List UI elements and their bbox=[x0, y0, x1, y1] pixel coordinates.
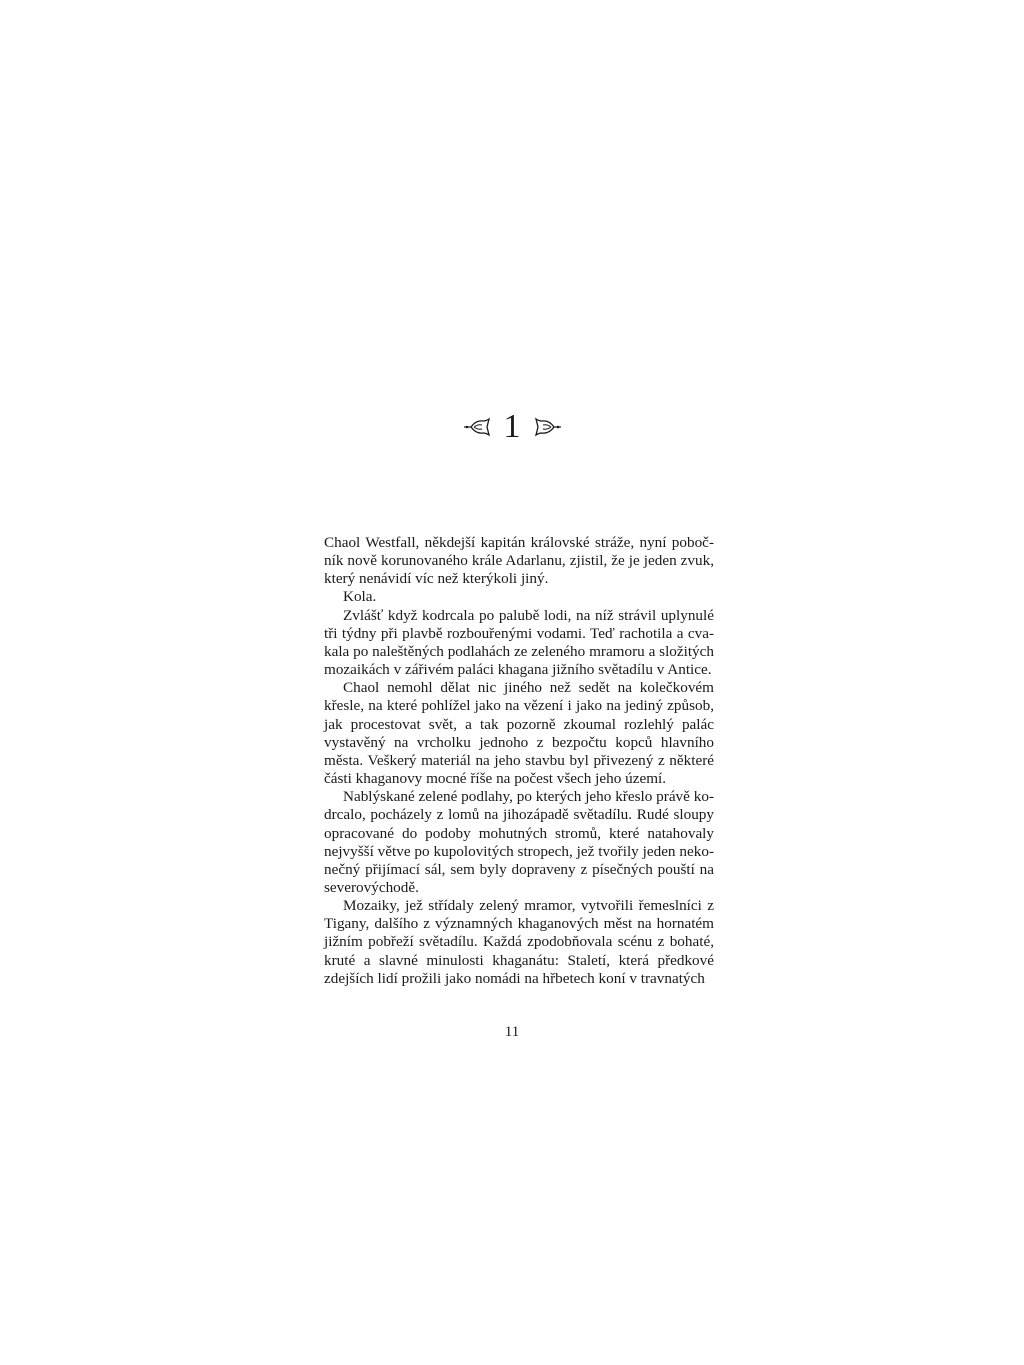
ornament-right-icon bbox=[533, 416, 563, 438]
chapter-number: 1 bbox=[503, 408, 521, 445]
chapter-body bbox=[324, 534, 714, 988]
paragraph-4: Chaol nemohl dělat nic jiného než sedět na kolečkovém křesle, na které pohlížel jako na vězení i jako na jediný způsob, jak procestovat svět, a tak pozorně zkoumal rozlehlý palác vystavěný na vrcholku jednoho z bezpočtu kopců hlavního města. Veškerý materiál na jeho stavbu byl přivezený z některé části khaganovy mocné říše na počest všech jeho území. bbox=[324, 679, 714, 788]
chapter-heading bbox=[0, 402, 1024, 452]
paragraph-5: Nablýskané zelené podlahy, po kterých jeho křeslo právě kodrcalo, pocházely z lomů na jihozápadě světadílu. Rudé sloupy opracované do podoby mohutných stromů, které natahovaly nejvyšší větve po kupolovitých stropech, jež tvořily jeden nekonečný přijímací sál, sem byly dopraveny z písečných pouští na severovýchodě. bbox=[324, 788, 714, 896]
ornament-left-icon bbox=[462, 416, 492, 438]
page-number: 11 bbox=[504, 1024, 520, 1040]
paragraph-2: Kola. bbox=[343, 588, 377, 606]
paragraph-3: Zvlášť když kodrcala po palubě lodi, na níž strávil uplynulé tři týdny při plavbě rozbouřenými vodami. Teď rachotila a cvakala po naleštěných podlahách ze zeleného mramoru a složitých mozaikách v zářivém paláci khagana jižního světadílu v Antice. bbox=[324, 606, 714, 679]
paragraph-6: Mozaiky, jež střídaly zelený mramor, vytvořili řemeslníci z Tigany, dalšího z významných khaganových měst na hornatém jižním pobřeží světadílu. Každá zpodobňovala scénu z bohaté, kruté a slavné minulosti khaganátu: Staletí, která předkové zdejších lidí prožili jako nomádi na hřbetech koní v travnatých bbox=[324, 897, 714, 987]
paragraph-1: Chaol Westfall, někdejší kapitán královské stráže, nyní pobočník nově korunovaného krále Adarlanu, zjistil, že je jeden zvuk, který nenávidí víc než kterýkoli jiný. bbox=[324, 534, 714, 588]
